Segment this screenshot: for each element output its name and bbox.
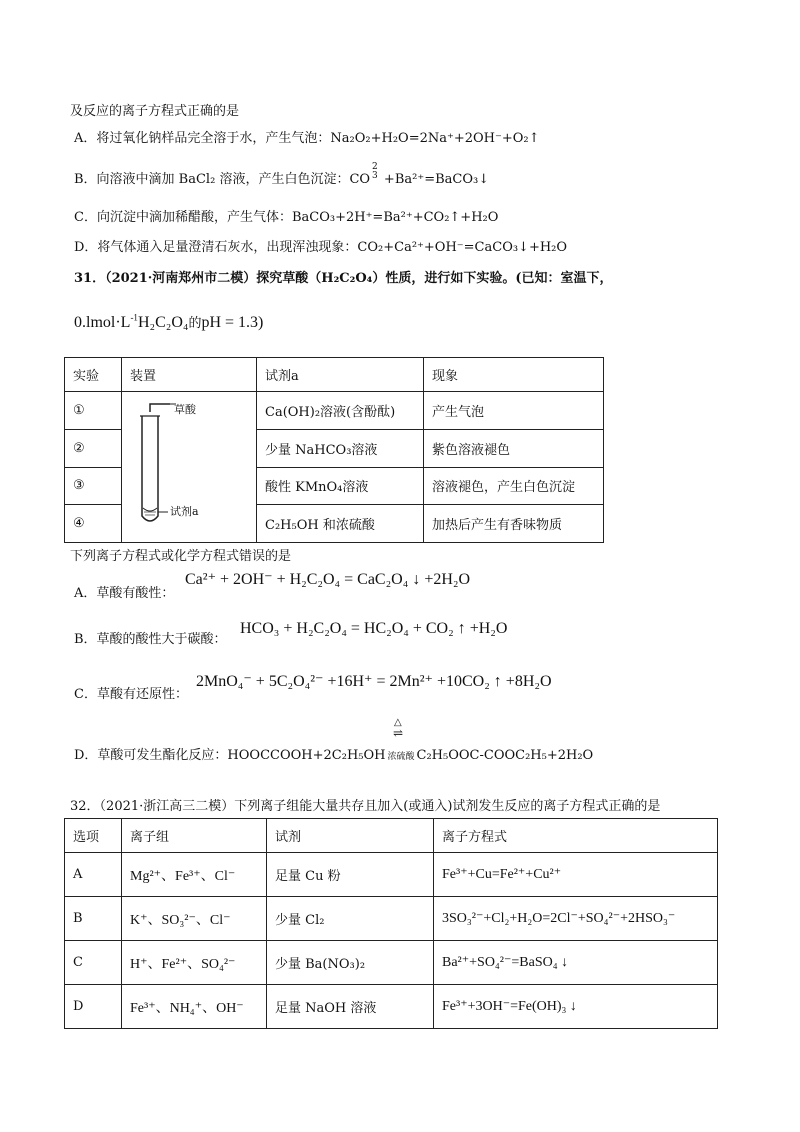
row-index: ④	[65, 505, 122, 543]
equation-cell: Fe³⁺+3OH⁻=Fe(OH)₃ ↓	[434, 985, 718, 1029]
row-index: ①	[65, 392, 122, 430]
q30-intro: 及反应的离子方程式正确的是	[70, 104, 240, 119]
reagent-cell: 少量 NaHCO₃溶液	[257, 429, 424, 467]
equation-cell: Fe³⁺+Cu=Fe²⁺+Cu²⁺	[434, 853, 718, 897]
table-row	[65, 941, 718, 985]
header-cell: 现象	[424, 358, 604, 392]
condition-unit-exp: -1	[130, 312, 138, 323]
table-row	[65, 897, 718, 941]
row-index: ②	[65, 429, 122, 467]
reversible-arrow-icon: ⇌	[393, 726, 404, 740]
ion-group-cell: Mg²⁺、Fe³⁺、Cl⁻	[122, 853, 267, 897]
reagent-cell: 酸性 KMnO₄溶液	[257, 467, 424, 505]
header-cell: 试剂	[267, 819, 434, 853]
condition-formula: H₂C₂O₄	[137, 314, 189, 331]
option-cell: B	[65, 897, 122, 941]
phenomenon-cell: 溶液褪色，产生白色沉淀	[424, 467, 604, 505]
option-d-suffix: C₂H₅OOC-COOC₂H₅+2H₂O	[416, 748, 594, 763]
q30-option-b-suffix: +Ba²⁺=BaCO₃↓	[383, 172, 490, 187]
q30-option-d: D．将气体通入足量澄清石灰水，出现浑浊现象：CO₂+Ca²⁺+OH⁻=CaCO₃↓+H₂O	[74, 240, 568, 255]
table-row	[65, 853, 718, 897]
option-d-catalyst: 浓硫酸	[387, 752, 415, 762]
header-cell: 试剂a	[257, 358, 424, 392]
q30-option-b-stack	[372, 163, 378, 181]
reagent-cell: 足量 NaOH 溶液	[267, 985, 434, 1029]
option-cell: C	[65, 941, 122, 985]
ion-group-cell: K⁺、SO₃²⁻、Cl⁻	[122, 897, 267, 941]
q31-option-d	[74, 744, 593, 763]
q31-option-a-equation: Ca²⁺ + 2OH⁻ + H₂C₂O₄ = CaC₂O₄ ↓ +2H₂O	[185, 571, 471, 588]
option-cell: A	[65, 853, 122, 897]
q30-option-b-prefix: B．向溶液中滴加 BaCl₂ 溶液，产生白色沉淀：CO	[74, 172, 371, 187]
q32-table	[64, 818, 718, 1029]
phenomenon-cell: 紫色溶液褪色	[424, 429, 604, 467]
q31-option-a-label: A．草酸有酸性：	[74, 586, 175, 601]
q31-table	[64, 357, 604, 543]
option-cell: D	[65, 985, 122, 1029]
q31-condition	[74, 312, 263, 332]
condition-conc: 0.lmol·L	[74, 314, 131, 331]
header-cell: 离子方程式	[434, 819, 718, 853]
equation-cell: 3SO₃²⁻+Cl₂+H₂O=2Cl⁻+SO₄²⁻+2HSO₃⁻	[434, 897, 718, 941]
heat-mark: △	[394, 717, 402, 728]
row-index: ③	[65, 467, 122, 505]
condition-de: 的	[188, 316, 202, 331]
apparatus-label-reagent: 试剂a	[170, 505, 199, 518]
q31-option-b-equation: HCO₃ + H₂C₂O₄ = HC₂O₄ + CO₂ ↑ +H₂O	[240, 620, 508, 637]
table-row	[65, 392, 604, 430]
q31-option-c-label: C．草酸有还原性：	[74, 687, 188, 702]
reagent-cell: Ca(OH)₂溶液(含酚酞)	[257, 392, 424, 430]
phenomenon-cell: 产生气泡	[424, 392, 604, 430]
reagent-cell: 少量 Cl₂	[267, 897, 434, 941]
q32-stem: 32．（2021·浙江高三二模）下列离子组能大量共存且加入(或通入)试剂发生反应的离子方程式正确的是	[70, 799, 661, 814]
reagent-cell: 少量 Ba(NO₃)₂	[267, 941, 434, 985]
condition-ph: pH = 1.3	[201, 314, 259, 331]
q30-option-c: C．向沉淀中滴加稀醋酸，产生气体：BaCO₃+2H⁺=Ba²⁺+CO₂↑+H₂O	[74, 210, 499, 225]
header-cell: 实验	[65, 358, 122, 392]
q31-stem: 31．（2021·河南郑州市二模）探究草酸（H₂C₂O₄）性质，进行如下实验。(已知：室温下，	[74, 271, 613, 286]
q30-option-b	[74, 161, 490, 189]
header-cell: 装置	[122, 358, 257, 392]
equation-cell: Ba²⁺+SO₄²⁻=BaSO₄ ↓	[434, 941, 718, 985]
phenomenon-cell: 加热后产生有香味物质	[424, 505, 604, 543]
reagent-cell: 足量 Cu 粉	[267, 853, 434, 897]
q31-option-b-label: B．草酸的酸性大于碳酸：	[74, 632, 227, 647]
ion-group-cell: H⁺、Fe²⁺、SO₄²⁻	[122, 941, 267, 985]
header-cell: 离子组	[122, 819, 267, 853]
table-row	[65, 985, 718, 1029]
table-header-row	[65, 358, 604, 392]
ion-group-cell: Fe³⁺、NH₄⁺、OH⁻	[122, 985, 267, 1029]
stack-bottom: 3	[372, 170, 378, 181]
q31-option-c-equation: 2MnO₄⁻ + 5C₂O₄²⁻ +16H⁺ = 2Mn²⁺ +10CO₂ ↑ +8H₂O	[196, 673, 552, 690]
apparatus-label-oxalic: 草酸	[174, 403, 196, 416]
option-d-prefix: D．草酸可发生酯化反应：HOOCCOOH+2C₂H₅OH	[74, 748, 386, 763]
q31-ask: 下列离子方程式或化学方程式错误的是	[70, 549, 292, 564]
table-header-row	[65, 819, 718, 853]
reagent-cell: C₂H₅OH 和浓硫酸	[257, 505, 424, 543]
q30-option-a: A．将过氧化钠样品完全溶于水，产生气泡：Na₂O₂+H₂O=2Na⁺+2OH⁻+O₂↑	[74, 131, 540, 146]
condition-end: )	[258, 314, 264, 331]
header-cell: 选项	[65, 819, 122, 853]
stack-top: 2	[372, 161, 378, 172]
